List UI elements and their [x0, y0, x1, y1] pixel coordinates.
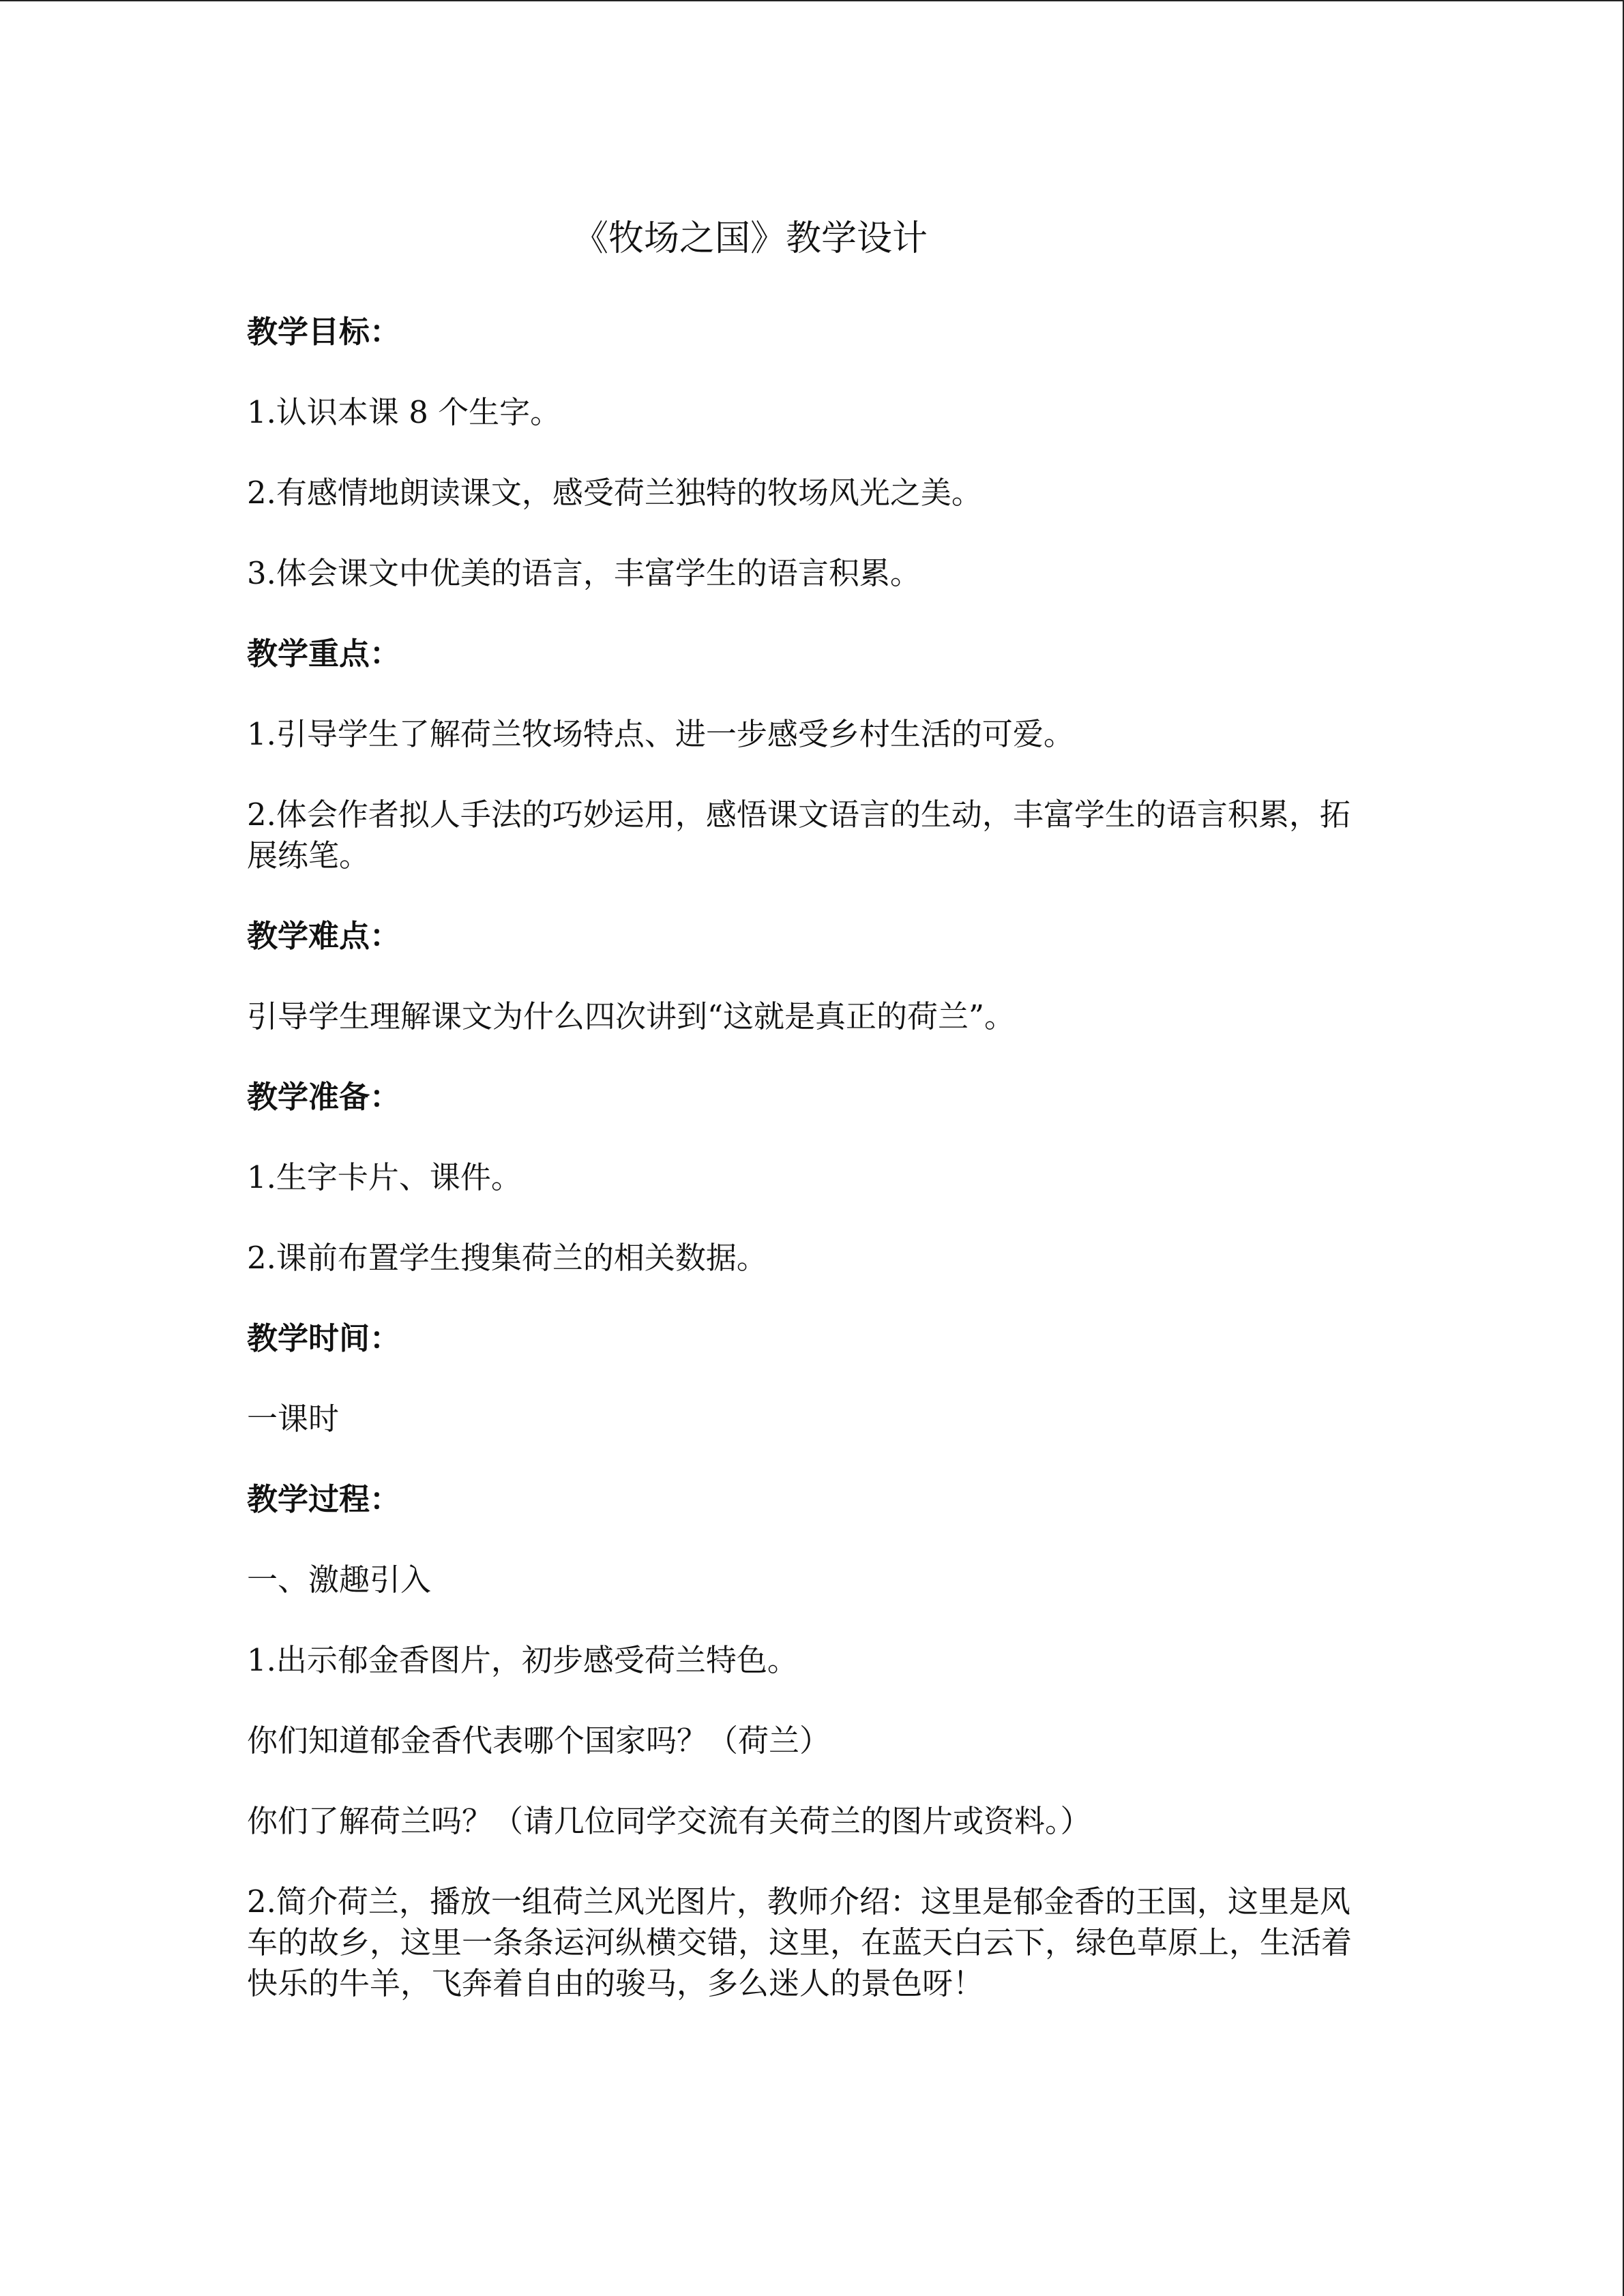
paragraph: 一、激趣引入	[247, 1562, 432, 1598]
document-body	[247, 312, 1372, 2044]
section-preparation	[247, 1077, 1372, 1279]
paragraph: 一课时	[247, 1401, 340, 1437]
section-key-points	[247, 633, 1372, 876]
paragraph: 你们了解荷兰吗？（请几位同学交流有关荷兰的图片或资料。）	[247, 1803, 1091, 1839]
paragraph: 2.简介荷兰，播放一组荷兰风光图片，教师介绍：这里是郁金香的王国，这里是风车的故乡，这里一条条运河纵横交错，这里，在蓝天白云下，绿色草原上，生活着快乐的牛羊，飞奔着自由的骏马，多么迷人的景色呀！	[247, 1883, 1353, 2001]
document-title: 《牧场之国》教学设计	[572, 218, 928, 259]
section-heading: 教学难点：	[247, 918, 401, 954]
section-duration	[247, 1318, 1372, 1440]
paragraph: 你们知道郁金香代表哪个国家吗？（荷兰）	[247, 1723, 831, 1759]
section-heading: 教学目标：	[247, 314, 401, 350]
paragraph: 1.引导学生了解荷兰牧场特点、进一步感受乡村生活的可爱。	[247, 716, 1074, 752]
section-heading: 教学重点：	[247, 636, 401, 672]
section-difficulties	[247, 916, 1372, 1037]
paragraph: 2.体会作者拟人手法的巧妙运用，感悟课文语言的生动，丰富学生的语言积累，拓展练笔。	[247, 796, 1350, 874]
section-objectives	[247, 312, 1372, 594]
paragraph: 3.体会课文中优美的语言，丰富学生的语言积累。	[247, 555, 921, 591]
section-heading: 教学时间：	[247, 1320, 401, 1356]
section-heading: 教学准备：	[247, 1079, 401, 1115]
section-process	[247, 1479, 1372, 2004]
paragraph: 2.有感情地朗读课文，感受荷兰独特的牧场风光之美。	[247, 475, 982, 511]
section-heading: 教学过程：	[247, 1481, 401, 1517]
paragraph: 1.生字卡片、课件。	[247, 1159, 522, 1195]
paragraph: 1.出示郁金香图片，初步感受荷兰特色。	[247, 1642, 798, 1678]
paragraph: 2.课前布置学生搜集荷兰的相关数据。	[247, 1240, 767, 1276]
paragraph: 1.认识本课 8 个生字。	[247, 394, 561, 430]
paragraph: 引导学生理解课文为什么四次讲到“这就是真正的荷兰”。	[247, 998, 1016, 1034]
